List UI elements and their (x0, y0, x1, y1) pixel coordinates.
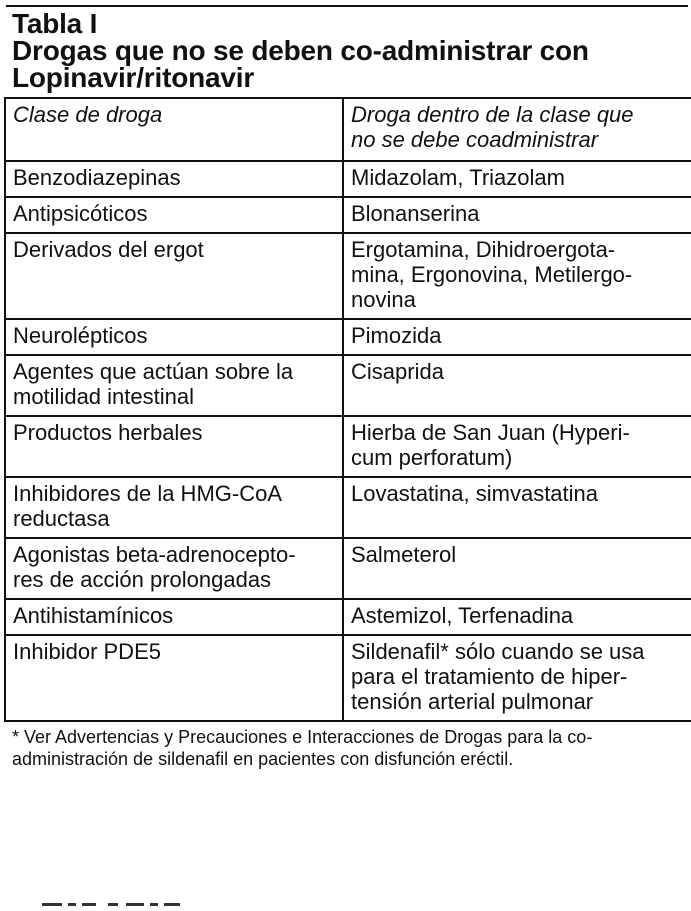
drug-names-text: Ergotamina, Dihidroergota- (351, 237, 616, 262)
drug-class-cell (5, 355, 343, 416)
drug-class-cell (5, 233, 343, 319)
drug-interaction-table (4, 97, 691, 722)
header-drugs-in-class (343, 98, 691, 161)
title-line-2: Drogas que no se deben co-administrar con (12, 35, 589, 66)
drug-names-cell (343, 477, 691, 538)
document (4, 5, 688, 770)
drug-names-cell (343, 161, 691, 197)
header-drug-class-text: Clase de droga (13, 102, 163, 127)
drug-class-text: Antipsicóticos (13, 201, 148, 226)
footnote (4, 722, 688, 770)
drug-class-cell (5, 416, 343, 477)
drug-class-text: Antihistamínicos (13, 603, 174, 628)
drug-names-cell (343, 355, 691, 416)
drug-names-cell (343, 233, 691, 319)
table-title (4, 7, 688, 91)
drug-names-text: Astemizol, Terfenadina (351, 603, 574, 628)
drug-class-text: Inhibidores de la HMG-CoA (13, 481, 283, 506)
table-row (5, 538, 691, 599)
drug-names-text: mina, Ergonovina, Metilergo- (351, 262, 633, 287)
table-row (5, 197, 691, 233)
drug-names-text: para el tratamiento de hiper- (351, 664, 628, 689)
table-row (5, 635, 691, 721)
footnote-line-1: * Ver Advertencias y Precauciones e Interacciones de Drogas para la co- (12, 727, 593, 747)
drug-names-text: Hierba de San Juan (Hyperi- (351, 420, 630, 445)
drug-names-text: Salmeterol (351, 542, 457, 567)
header-drugs-text-1: Droga dentro de la clase que (351, 102, 634, 127)
drug-names-cell (343, 319, 691, 355)
drug-class-text: Inhibidor PDE5 (13, 639, 161, 664)
table-header-row (5, 98, 691, 161)
header-drug-class (5, 98, 343, 161)
drug-names-cell (343, 599, 691, 635)
table-row (5, 477, 691, 538)
drug-class-text: res de acción prolongadas (13, 567, 272, 592)
drug-class-text: Neurolépticos (13, 323, 148, 348)
drug-names-text: Lovastatina, simvastatina (351, 481, 599, 506)
drug-class-cell (5, 635, 343, 721)
drug-class-text: Agonistas beta-adrenocepto- (13, 542, 296, 567)
footnote-line-2: administración de sildenafil en pacientes con disfunción eréctil. (12, 749, 514, 769)
drug-names-text: Blonanserina (351, 201, 480, 226)
drug-class-text: Benzodiazepinas (13, 165, 181, 190)
table-row (5, 355, 691, 416)
drug-class-cell (5, 319, 343, 355)
drug-class-cell (5, 599, 343, 635)
drug-names-cell (343, 635, 691, 721)
drug-names-cell (343, 416, 691, 477)
table-row (5, 599, 691, 635)
drug-class-text: reductasa (13, 506, 110, 531)
title-line-1: Tabla I (12, 8, 98, 39)
drug-class-cell (5, 538, 343, 599)
table-row (5, 319, 691, 355)
drug-class-text: Productos herbales (13, 420, 203, 445)
table-row (5, 161, 691, 197)
drug-class-cell (5, 197, 343, 233)
drug-names-text: Midazolam, Triazolam (351, 165, 565, 190)
drug-names-cell (343, 197, 691, 233)
header-drugs-text-2: no se debe coadministrar (351, 127, 599, 152)
drug-names-text: cum perforatum) (351, 445, 513, 470)
drug-class-cell (5, 161, 343, 197)
cropped-text-fragment (42, 903, 202, 906)
drug-names-cell (343, 538, 691, 599)
drug-class-text: Agentes que actúan sobre la (13, 359, 294, 384)
drug-names-text: Cisaprida (351, 359, 444, 384)
drug-names-text: tensión arterial pulmonar (351, 689, 594, 714)
table-row (5, 416, 691, 477)
drug-names-text: Sildenafil* sólo cuando se usa (351, 639, 645, 664)
table-row (5, 233, 691, 319)
drug-names-text: novina (351, 287, 416, 312)
title-line-3: Lopinavir/ritonavir (12, 62, 255, 93)
drug-class-text: Derivados del ergot (13, 237, 204, 262)
drug-names-text: Pimozida (351, 323, 442, 348)
drug-class-cell (5, 477, 343, 538)
drug-class-text: motilidad intestinal (13, 384, 194, 409)
